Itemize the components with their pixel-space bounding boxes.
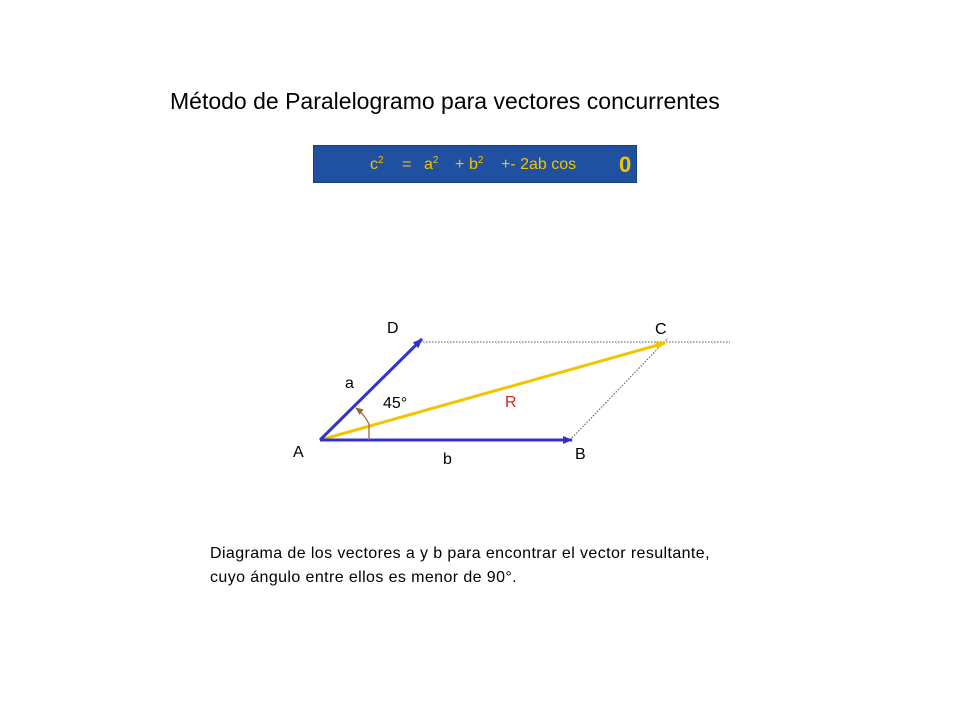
point-c-label: C bbox=[655, 321, 667, 338]
point-b-label: B bbox=[575, 446, 586, 463]
vector-b-label: b bbox=[443, 451, 452, 468]
vector-a-label: a bbox=[345, 375, 354, 392]
formula-plus: + bbox=[455, 156, 465, 173]
page-title: Método de Paralelogramo para vectores concurrentes bbox=[170, 88, 720, 114]
point-d-label: D bbox=[387, 320, 399, 337]
formula-theta: 0 bbox=[619, 152, 632, 177]
point-a-label: A bbox=[293, 444, 304, 461]
caption bbox=[210, 542, 890, 590]
formula-c: $c^2$ bbox=[370, 155, 384, 173]
caption-line-1: Diagrama de los vectores a y b para encontrar el vector resultante, bbox=[210, 545, 710, 562]
angle-arc bbox=[356, 408, 369, 440]
caption-line-2: cuyo ángulo entre ellos es menor de 90°. bbox=[210, 569, 518, 586]
resultant-label: R bbox=[505, 394, 517, 411]
formula-b: $b^2$ bbox=[469, 155, 484, 173]
resultant-vector bbox=[320, 343, 665, 440]
formula-a: $a^2$ bbox=[424, 155, 439, 173]
angle-label: 45° bbox=[383, 395, 408, 412]
formula-equals: = bbox=[402, 156, 412, 173]
formula-rest: +- 2ab cos bbox=[501, 156, 577, 173]
dotted-line-bc bbox=[570, 338, 668, 440]
